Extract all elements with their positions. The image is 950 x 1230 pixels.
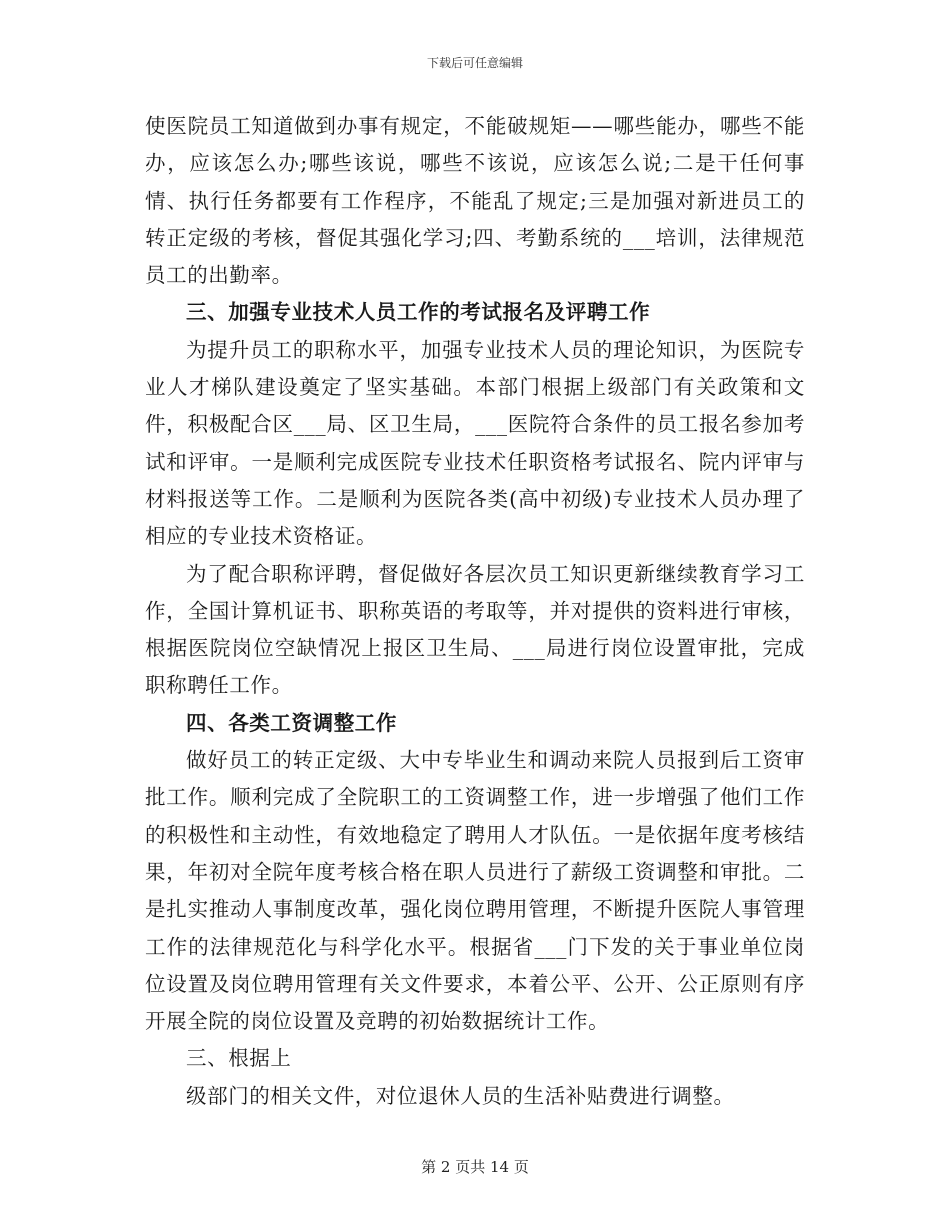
paragraph-title-appointment: 为了配合职称评聘，督促做好各层次员工知识更新继续教育学习工作，全国计算机证书、职称英语的考取等，并对提供的资料进行审核，根据医院岗位空缺情况上报区卫生局、___局进行岗位设置审批，完成职称聘任工作。	[145, 561, 805, 698]
section-heading-3: 三、加强专业技术人员工作的考试报名及评聘工作	[186, 300, 651, 325]
section-heading-4: 四、各类工资调整工作	[186, 710, 397, 735]
page-header: 下载后可任意编辑	[426, 56, 523, 70]
document-body	[145, 108, 805, 1115]
paragraph-sub-heading: 三、根据上	[186, 1046, 292, 1071]
paragraph-salary-adjustment: 做好员工的转正定级、大中专毕业生和调动来院人员报到后工资审批工作。顺利完成了全院职工的工资调整工作，进一步增强了他们工作的积极性和主动性，有效地稳定了聘用人才队伍。一是依据年度考核结果，年初对全院年度考核合格在职人员进行了薪级工资调整和审批。二是扎实推动人事制度改革，强化岗位聘用管理，不断提升医院人事管理工作的法律规范化与科学化水平。根据省___门下发的关于事业单位岗位设置及岗位聘用管理有关文件要求，本着公平、公开、公正原则有序开展全院的岗位设置及竞聘的初始数据统计工作。	[145, 748, 805, 1034]
paragraph-continuation: 使医院员工知道做到办事有规定，不能破规矩——哪些能办，哪些不能办，应该怎么办;哪些该说，哪些不该说，应该怎么说;二是干任何事情、执行任务都要有工作程序，不能乱了规定;三是加强对新进员工的转正定级的考核，督促其强化学习;四、考勤系统的___培训，法律规范员工的出勤率。	[145, 114, 805, 288]
paragraph-title-improvement: 为提升员工的职称水平，加强专业技术人员的理论知识，为医院专业人才梯队建设奠定了坚实基础。本部门根据上级部门有关政策和文件，积极配合区___局、区卫生局，___医院符合条件的员工报名参加考试和评审。一是顺利完成医院专业技术任职资格考试报名、院内评审与材料报送等工作。二是顺利为医院各类(高中初级)专业技术人员办理了相应的专业技术资格证。	[145, 337, 805, 549]
paragraph-retiree-subsidy: 级部门的相关文件，对位退休人员的生活补贴费进行调整。	[186, 1083, 735, 1108]
page-footer: 第 2 页共 14 页	[421, 1158, 529, 1176]
